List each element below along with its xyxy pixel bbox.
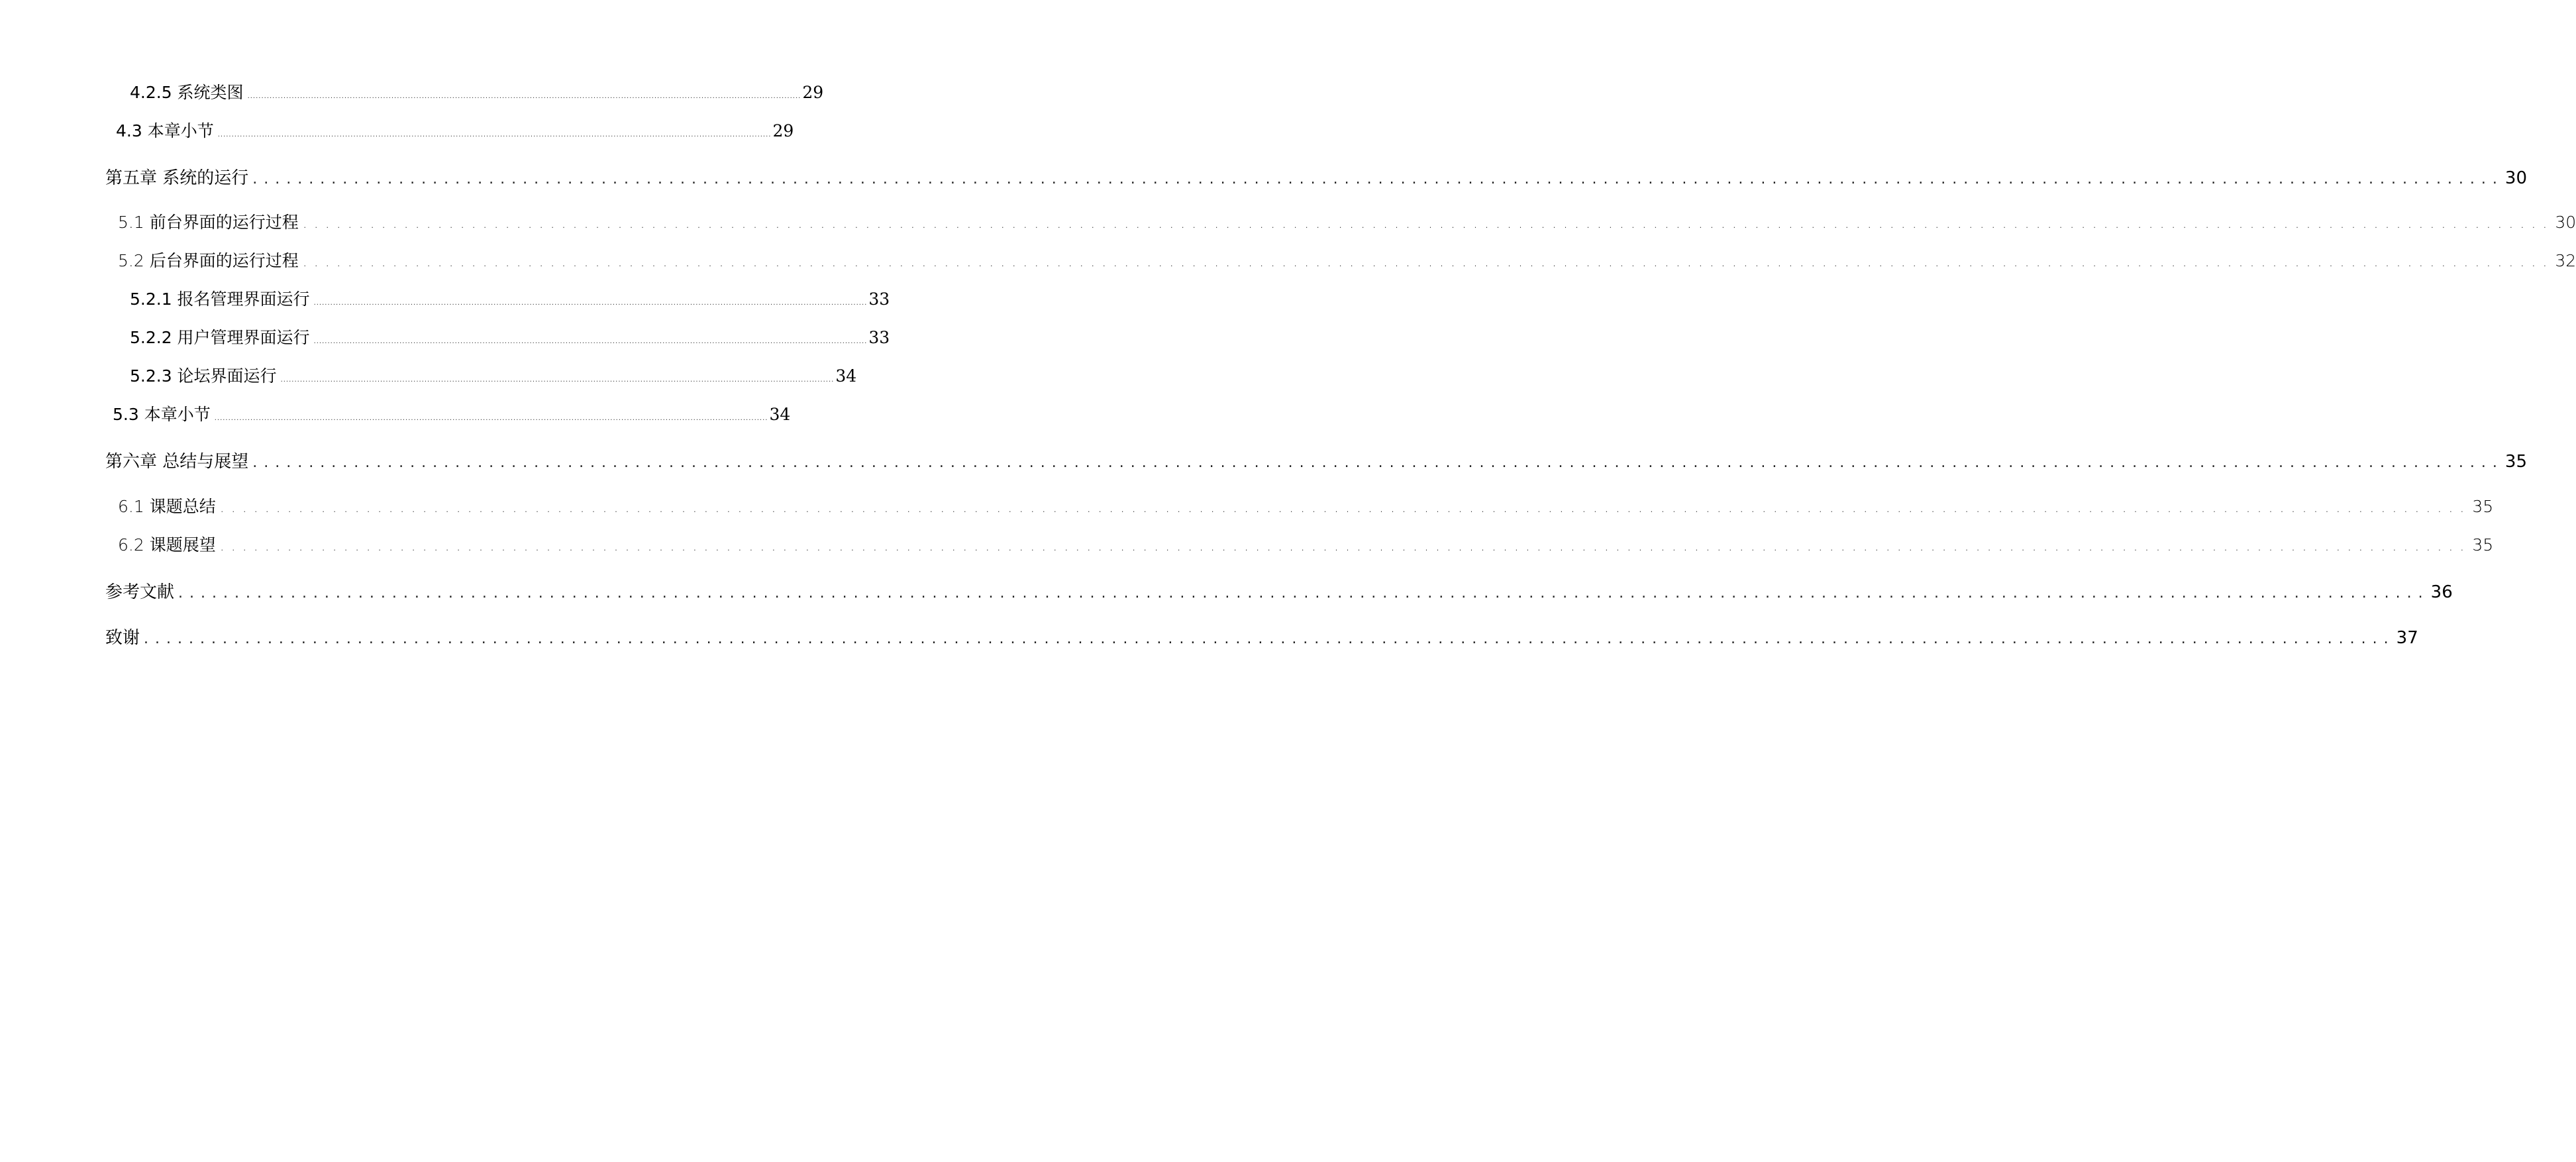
toc-leader: ........................................................................................................................................................................................................ (302, 215, 2554, 232)
toc-leader: ........................................................................................................................................................................................................ (219, 500, 2471, 516)
toc-entry-label: 4.3 本章小节 (116, 121, 214, 140)
toc-entry-references[interactable] (105, 578, 2453, 603)
toc-page-number: 35 (2504, 452, 2527, 472)
toc-page-number: 33 (868, 328, 890, 347)
toc-page-number: 34 (835, 366, 857, 386)
toc-entry-label: 5.2 后台界面的运行过程 (118, 251, 299, 270)
toc-page-number: 32 (2555, 251, 2576, 270)
toc-entry-label: 5.2.2 用户管理界面运行 (130, 328, 310, 347)
toc-page-number: 30 (2504, 168, 2527, 188)
toc-entry-5-3[interactable] (113, 401, 791, 425)
toc-entry-6-1[interactable] (118, 494, 2494, 517)
toc-leader: ........................................................................................................................................................................................................ (178, 585, 2430, 602)
toc-entry-label: 5.2.1 报名管理界面运行 (130, 290, 310, 309)
toc-entry-label: 5.1 前台界面的运行过程 (118, 213, 299, 232)
toc-leader: ........................................................................................................................................................................................................ (214, 415, 768, 422)
toc-entry-label: 4.2.5 系统类图 (130, 83, 244, 102)
toc-leader: ........................................................................................................................................................................................................ (313, 338, 868, 345)
toc-page-number: 35 (2472, 497, 2494, 516)
toc-entry-5-2[interactable] (118, 248, 2576, 272)
toc-entry-label: 参考文献 (105, 582, 175, 602)
toc-leader: ........................................................................................................................................................................................................ (302, 254, 2554, 270)
toc-page-number: 29 (802, 83, 824, 102)
toc-entry-4-2-5[interactable] (130, 79, 824, 103)
toc-page-number: 30 (2555, 213, 2576, 232)
toc-entry-label: 6.2 课题展望 (118, 535, 216, 555)
toc-leader: ........................................................................................................................................................................................................ (252, 171, 2504, 187)
toc-entry-4-3[interactable] (116, 118, 794, 142)
toc-leader: ........................................................................................................................................................................................................ (219, 538, 2471, 555)
toc-page-number: 33 (868, 290, 890, 309)
toc-entry-label: 第六章 总结与展望 (105, 452, 249, 472)
toc-entry-5-2-1[interactable] (130, 286, 890, 310)
toc-page-number: 29 (772, 121, 794, 140)
toc-page-number: 34 (769, 405, 791, 424)
toc-page-number: 37 (2396, 628, 2418, 648)
toc-leader: ........................................................................................................................................................................................................ (144, 631, 2395, 647)
toc-leader: ........................................................................................................................................................................................................ (217, 131, 772, 138)
toc-entry-label: 致谢 (105, 628, 140, 648)
toc-page-number: 35 (2472, 535, 2494, 555)
toc-entry-chapter-5[interactable] (105, 164, 2527, 189)
toc-entry-label: 6.1 课题总结 (118, 497, 216, 516)
toc-entry-6-2[interactable] (118, 532, 2494, 556)
toc-entry-5-2-3[interactable] (130, 363, 857, 387)
toc-leader: ........................................................................................................................................................................................................ (280, 376, 835, 384)
toc-entry-acknowledgements[interactable] (105, 624, 2418, 649)
toc-leader: ........................................................................................................................................................................................................ (247, 93, 801, 100)
toc-page-number: 36 (2430, 582, 2453, 602)
toc-leader: ........................................................................................................................................................................................................ (313, 299, 868, 307)
toc-entry-label: 第五章 系统的运行 (105, 168, 249, 188)
toc-entry-5-2-2[interactable] (130, 325, 890, 348)
toc-entry-5-1[interactable] (118, 209, 2576, 233)
toc-entry-label: 5.2.3 论坛界面运行 (130, 366, 277, 386)
toc-entry-label: 5.3 本章小节 (113, 405, 211, 424)
toc-leader: ........................................................................................................................................................................................................ (252, 454, 2504, 471)
toc-entry-chapter-6[interactable] (105, 448, 2527, 472)
